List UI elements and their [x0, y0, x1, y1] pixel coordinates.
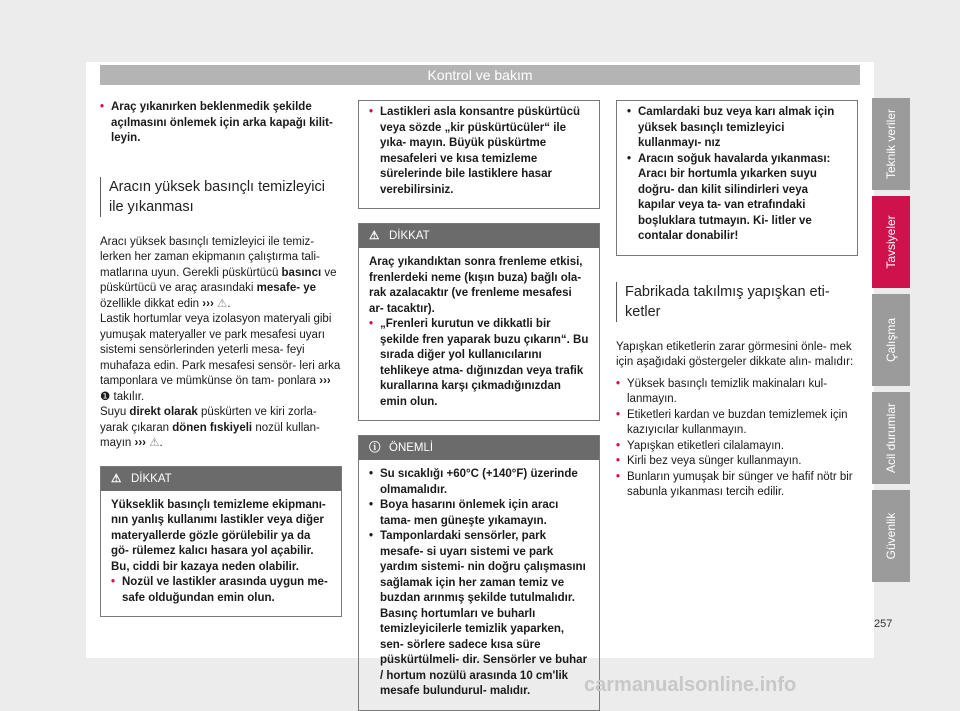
bullet-item: • Lastikleri asla konsantre püskürtücü veya sözde „kir püskürtücüler“ ile yıka- mayın. Büyük püskürtme mesafeleri ve kısa temizleme sürelerinde bile lastiklere hasar verebilirsiniz.: [369, 106, 581, 196]
tab-tavsiyeler[interactable]: Tavsiyeler: [872, 196, 910, 288]
column-3: [616, 100, 858, 501]
paragraph: Aracı yüksek basınçlı temizleyici ile temiz- lerken her zaman ekipmanın çalıştırma tali- matlarına uyun. Gerekli püskürtücü basıncı ve püskürtücü ve araç arasındaki mesafe- ye özellikle dikkat edin ››› ⚠.: [100, 235, 342, 313]
warning-box-header: ⚠ DİKKAT: [359, 224, 599, 248]
warning-icon: ⚠: [149, 437, 160, 449]
section-header: Kontrol ve bakım: [100, 65, 860, 85]
section-heading: Fabrikada takılmış yapışkan eti- ketler: [616, 282, 858, 322]
column-1: [100, 100, 342, 617]
warning-box-header: ⚠ DİKKAT: [101, 467, 341, 491]
bullet-item: • Tamponlardaki sensörler, park mesafe- si uyarı sistemi ve park yardım sistemi- nin doğru çalışmasını sağlamak için her zaman temiz ve buzdan arınmış şekilde tutulmalıdır. Basınç hortumları ve buharlı temizleyicilerle temizlik yaparken, sen- sörlere sadece kısa süre püskürtülmeli- dir. Sensörler ve buhar / hortum nozülü arasında 10 cm'lik mesafe bulundurul- malıdır.: [369, 530, 588, 697]
warning-box: [358, 223, 600, 421]
note-box-continued: [358, 100, 600, 209]
paragraph: Suyu direkt olarak püskürten ve kiri zorla- yarak çıkaran dönen fıskiyeli nozül kullan- mayın ››› ⚠.: [100, 405, 342, 452]
warning-text: Araç yıkandıktan sonra frenleme etkisi, frenlerdeki neme (kışın buza) bağlı ola- rak azalacaktır (ve frenleme mesafesi ar- tacaktır).: [369, 256, 583, 315]
watermark: carmanualsonline.info: [584, 674, 797, 696]
info-icon: ❶: [100, 390, 111, 403]
warning-box: [100, 466, 342, 618]
bullet-item: • Su sıcaklığı +60°C (+140°F) üzerinde olmamalıdır.: [369, 468, 578, 496]
warning-icon: ⚠: [111, 472, 122, 485]
tab-calisma[interactable]: Çalışma: [872, 294, 910, 386]
list-item: • Bunların yumuşak bir sünger ve hafif nötr bir sabunla yıkanması tercih edilir.: [616, 470, 853, 498]
tab-teknik-veriler[interactable]: Teknik veriler: [872, 98, 910, 190]
bullet-item: • Nozül ve lastikler arasında uygun me- safe olduğundan emin olun.: [111, 576, 328, 604]
page-number: 257: [874, 618, 893, 630]
warning-text: Yükseklik basınçlı temizleme ekipmanı- nın yanlış kullanımı lastikler veya diğer materyallerde gözle görülebilir ya da gö- rülemez kalıcı hasara yol açabilir. Bu, ciddi bir kazaya neden olabilir.: [111, 498, 326, 573]
column-2: [358, 100, 600, 711]
bullet-item: • Camlardaki buz veya karı almak için yüksek basınçlı temizleyici kullanmayı- nız: [627, 106, 835, 149]
bullet-item: • Araç yıkanırken beklenmedik şekilde açılmasını önlemek için arka kapağı kilit- leyin.: [100, 101, 333, 144]
paragraph: Lastik hortumlar veya izolasyon materyali gibi yumuşak materyaller ve park mesafesi uyarı sistemi sensörlerinden yeterli mesa- feyi muhafaza edin. Park mesafesi sensör- leri arka tamponlara ve mümkünse ön tam- ponlara ››› ❶ takılır.: [100, 313, 341, 403]
list-item: • Etiketleri kardan ve buzdan temizlemek için kazıyıcılar kullanmayın.: [616, 408, 848, 436]
bullet-item: • Boya hasarını önlemek için aracı tama- men güneşte yıkamayın.: [369, 499, 559, 527]
tab-guvenlik[interactable]: Güvenlik: [872, 490, 910, 582]
info-icon: ⓘ: [369, 442, 381, 454]
tab-acil-durumlar[interactable]: Acil durumlar: [872, 392, 910, 484]
list-item: • Kirli bez veya sünger kullanmayın.: [616, 455, 802, 467]
list-item: • Yapışkan etiketleri cilalamayın.: [616, 439, 785, 452]
section-heading: Aracın yüksek basınçlı temizleyici ile yıkanması: [100, 177, 342, 217]
notice-box-header: ⓘ ÖNEMLİ: [359, 436, 599, 460]
warning-icon: ⚠: [216, 297, 228, 310]
bullet-item: • „Frenleri kurutun ve dikkatli bir şekilde fren yaparak buzu çıkarın“. Bu sırada diğer yol kullanıcılarını tehlikeye atma- dığınızdan veya trafik kurallarına karşı çıkmadığınızdan emin olun.: [369, 318, 589, 408]
notice-box-continued: [616, 100, 858, 256]
paragraph: Yapışkan etiketlerin zarar görmesini önle- mek için aşağıdaki göstergeler dikkate alın- malıdır:: [616, 340, 854, 368]
bullet-item: • Aracın soğuk havalarda yıkanması: Aracı bir hortumla yıkarken suyu doğru- dan kilit silindirleri veya kapılar veya ta- van etrafındaki boşluklara tutmayın. Ki- litler ve contalar donabilir!: [627, 152, 831, 242]
notice-box: [358, 435, 600, 711]
warning-icon: ⚠: [369, 230, 380, 242]
list-item: • Yüksek basınçlı temizlik makinaları kul- lanmayın.: [616, 377, 828, 405]
